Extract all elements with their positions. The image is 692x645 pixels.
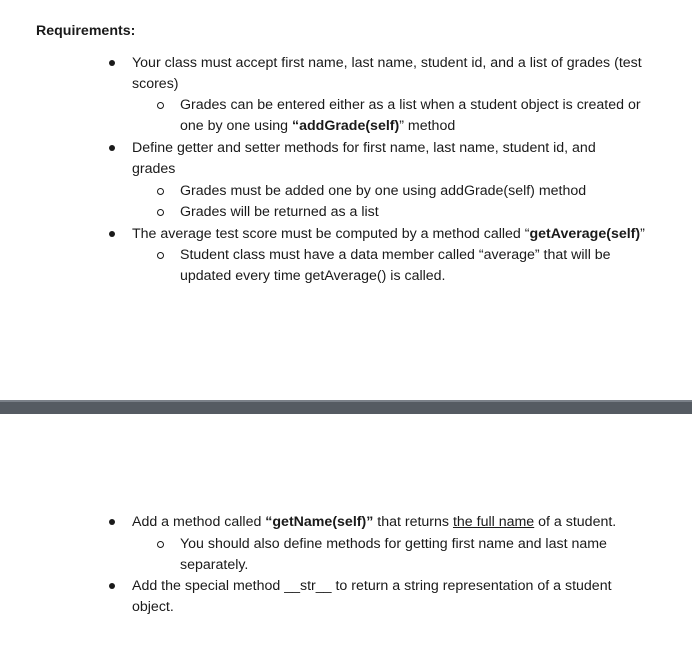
item-1-sub-1-line-1: Grades can be entered either as a list when a student object is created or: [180, 97, 641, 113]
item-1-line-1: Your class must accept first name, last name, student id, and a list of grades (test: [132, 55, 642, 71]
page-divider: [0, 402, 692, 414]
requirements-heading: Requirements:: [36, 23, 136, 39]
method-name-getaverage: getAverage(self): [529, 226, 641, 242]
text-run: that returns: [373, 514, 453, 530]
sub-bullet-icon: [157, 188, 164, 195]
text-run: Add a method called: [132, 514, 266, 530]
item-4-sub-1-line-2: separately.: [180, 557, 249, 573]
bullet-icon: [109, 60, 115, 66]
method-name-getname: “getName(self)”: [265, 514, 374, 530]
bullet-icon: [109, 231, 115, 237]
text-run: Add the special method: [132, 578, 285, 594]
special-method-str: __str__: [284, 578, 332, 594]
text-run: of a student.: [534, 514, 617, 530]
bullet-icon: [109, 583, 115, 589]
text-run: one by one using: [180, 118, 293, 134]
text-run: to return a string representation of a student: [331, 578, 612, 594]
item-5-line-2: object.: [132, 599, 174, 615]
item-3-sub-1-line-1: Student class must have a data member called “average” that will be: [180, 247, 611, 263]
method-name-addgrade: “addGrade(self): [292, 118, 400, 134]
item-4-sub-1-line-1: You should also define methods for getting first name and last name: [180, 536, 607, 552]
sub-bullet-icon: [157, 209, 164, 216]
item-2-sub-2: Grades will be returned as a list: [180, 204, 379, 220]
bullet-icon: [109, 519, 115, 525]
bullet-icon: [109, 145, 115, 151]
text-run: The average test score must be computed by a method called “: [132, 226, 530, 242]
item-5-line-1: [132, 576, 612, 597]
item-2-line-2: grades: [132, 161, 176, 177]
text-run: ” method: [399, 118, 456, 134]
text-run: ”: [640, 226, 645, 242]
item-2-sub-1: Grades must be added one by one using addGrade(self) method: [180, 183, 587, 199]
sub-bullet-icon: [157, 102, 164, 109]
item-3-line-1: [132, 224, 645, 245]
item-1-sub-1-line-2: [180, 116, 455, 137]
item-3-sub-1-line-2: updated every time getAverage() is called.: [180, 268, 446, 284]
sub-bullet-icon: [157, 541, 164, 548]
item-1-line-2: scores): [132, 76, 179, 92]
item-4-line-1: [132, 512, 616, 533]
item-2-line-1: Define getter and setter methods for first name, last name, student id, and: [132, 140, 596, 156]
sub-bullet-icon: [157, 252, 164, 259]
underlined-full-name: the full name: [452, 514, 535, 530]
